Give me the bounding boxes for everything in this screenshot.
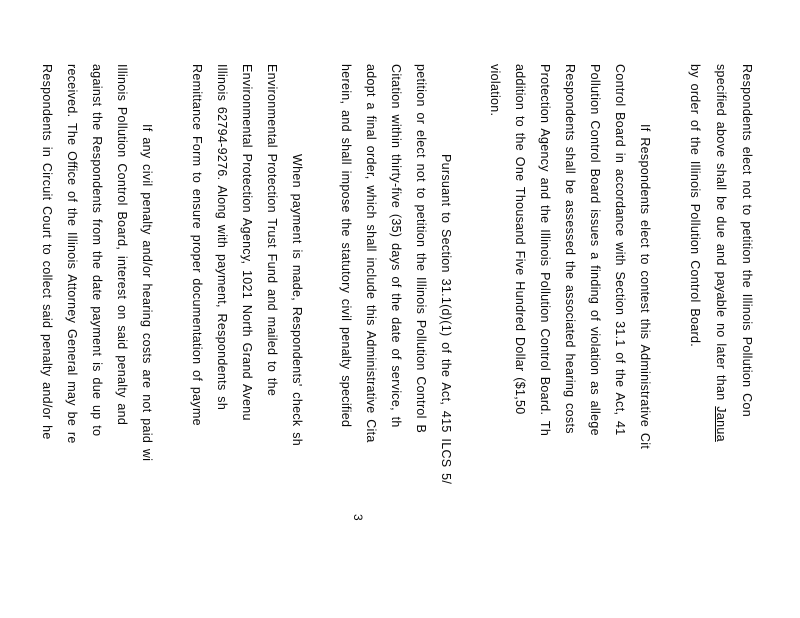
text-line: When payment is made, Respondents' check sh bbox=[290, 154, 304, 447]
text-line: Respondents in Circuit Court to collect said penalty and/or he bbox=[40, 64, 54, 440]
text-line: Protection Agency and the Illinois Pollution Control Board. Th bbox=[538, 64, 552, 437]
text-line: Respondents elect not to petition the Illinois Pollution Con bbox=[740, 64, 754, 417]
text-line: If any civil penalty and/or hearing costs are not paid wi bbox=[140, 124, 154, 462]
text-line: Pursuant to Section 31.1(d)(1) of the Act, 415 ILCS 5/ bbox=[439, 154, 453, 485]
text-line: Illinois 62794-9276. Along with payment, Respondents sh bbox=[215, 64, 229, 411]
text-line: received. The Office of the Illinois Attorney General may be re bbox=[65, 64, 79, 444]
text-line: violation. bbox=[488, 64, 502, 117]
text-line: If Respondents elect to contest this Administrative Cit bbox=[638, 124, 652, 450]
text-line: Control Board in accordance with Section 31.1 of the Act, 41 bbox=[613, 64, 627, 436]
text-line: Respondents shall be assessed the associated hearing costs bbox=[563, 64, 577, 434]
text-line: herein, and shall impose the statutory civil penalty specified bbox=[339, 64, 353, 428]
page-number: 3 bbox=[351, 514, 365, 521]
text-line: Illinois Pollution Control Board, interest on said penalty and bbox=[115, 64, 129, 426]
text-line: Pollution Control Board issues a finding of violation as allege bbox=[588, 64, 602, 436]
text-line: Environmental Protection Agency, 1021 North Grand Avenu bbox=[240, 64, 254, 421]
text-line: specified above shall be due and payable no later than Janua bbox=[714, 64, 728, 442]
text-line: adopt a final order, which shall include this Administrative Cita bbox=[364, 64, 378, 443]
text-line: petition or elect not to petition the Illinois Pollution Control B bbox=[414, 64, 428, 434]
text-line: Remittance Form to ensure proper documentation of payme bbox=[190, 64, 204, 426]
rotated-page-content bbox=[40, 64, 760, 554]
text-line: by order of the Illinois Pollution Control Board. bbox=[688, 64, 702, 348]
text-line: Environmental Protection Trust Fund and mailed to the bbox=[265, 64, 279, 397]
text-line: against the Respondents from the date payment is due up to bbox=[90, 64, 104, 437]
text-line: addition to the One Thousand Five Hundred Dollar ($1,50 bbox=[513, 64, 527, 415]
text-line: Citation within thirty-five (35) days of the date of service, th bbox=[389, 64, 403, 428]
